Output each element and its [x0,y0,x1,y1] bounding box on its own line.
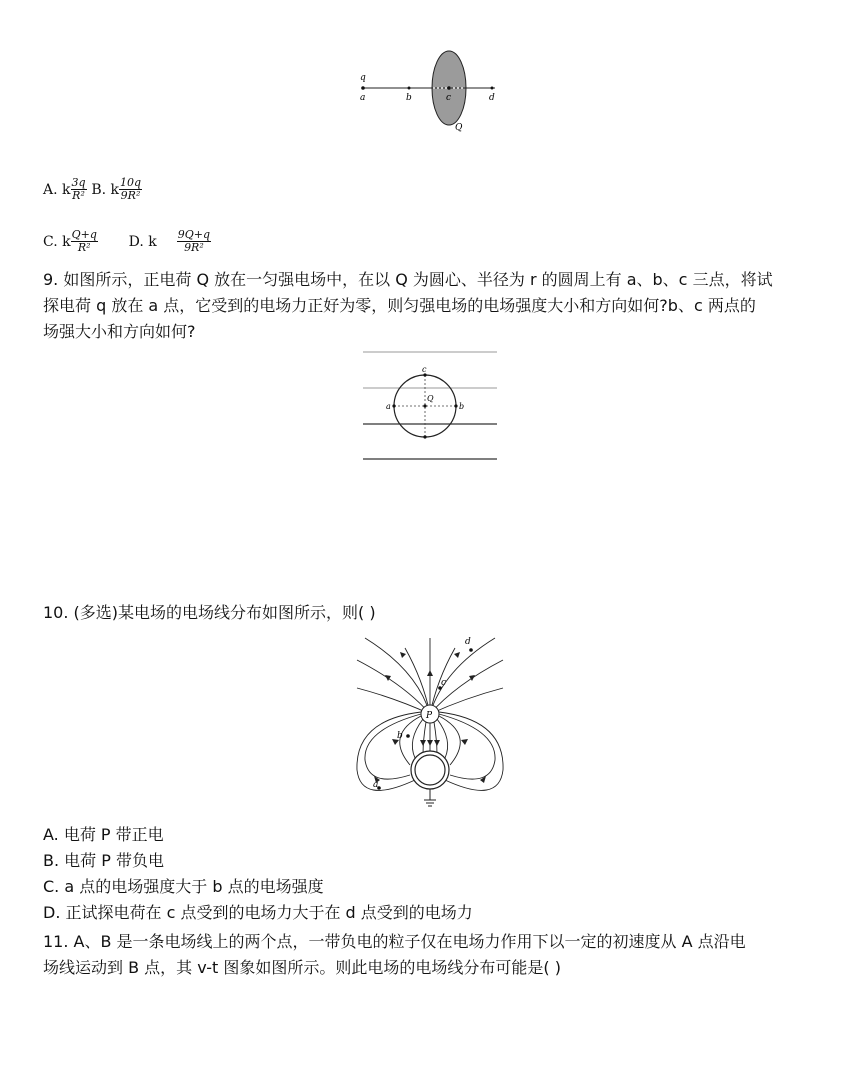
label-a: a [386,402,391,411]
q9-line-1: 9. 如图所示，正电荷 Q 放在一匀强电场中，在以 Q 为圆心、半径为 r 的圆周上有 a、b、c 三点，将试 [43,270,773,289]
label-d: d [465,637,471,647]
charge-Q [423,404,426,407]
label-Q: Q [455,123,463,133]
q10-stem: 10. (多选)某电场的电场线分布如图所示，则( ) [43,603,376,622]
point-b [406,734,410,738]
point-d [469,648,473,652]
figure-charge-in-uniform-field [360,345,500,465]
q10-option-c: C. a 点的电场强度大于 b 点的电场强度 [43,877,324,896]
label-b: b [397,731,403,741]
q9-line-2: 探电荷 q 放在 a 点，它受到的电场力正好为零，则匀强电场的电场强度大小和方向如何?b、c 两点的 [43,296,756,315]
point-a [361,86,365,90]
q8-options-row-1 [43,176,142,203]
label-b: b [459,402,465,411]
q8-option-a: A. k $\frac{3q}{\text{R²}}$ [43,176,86,202]
point-b [408,87,411,90]
q8-option-d: D. k $\frac{9Q+q}{\text{9R²}}$ [128,228,211,254]
point-bottom [423,435,426,438]
label-a: a [373,780,379,790]
label-b: b [406,93,412,103]
point-c [447,86,451,90]
label-a: a [360,93,366,103]
label-c: c [422,365,427,374]
point-d [491,87,494,90]
label-c: c [441,678,447,688]
q8-option-b: B. k $\frac{10q}{\text{9R²}}$ [91,176,142,202]
q10-option-b: B. 电荷 P 带负电 [43,851,164,870]
q10-option-d: D. 正试探电荷在 c 点受到的电场力大于在 d 点受到的电场力 [43,903,473,922]
point-b [454,404,457,407]
q11-line-1: 11. A、B 是一条电场线上的两个点，一带负电的粒子仅在电场力作用下以一定的初速度从 A 点沿电 [43,932,746,951]
label-c: c [446,93,452,103]
point-a [392,404,395,407]
q8-options-row-2 [43,228,211,255]
q8-option-c: C. k $\frac{Q+q}{\text{R²}}$ [43,228,97,254]
label-d: d [489,93,495,103]
conductor-ring-inner [415,755,445,785]
label-q: q [360,73,366,83]
q11-line-2: 场线运动到 B 点，其 v-t 图象如图所示。则此电场的电场线分布可能是( ) [43,958,561,977]
figure-field-lines-P-and-ring [355,630,505,810]
label-P: P [426,711,433,721]
figure-point-charge-and-disc [350,45,510,140]
q9-line-3: 场强大小和方向如何? [43,322,196,341]
q10-option-a: A. 电荷 P 带正电 [43,825,164,844]
label-Q: Q [427,394,434,403]
